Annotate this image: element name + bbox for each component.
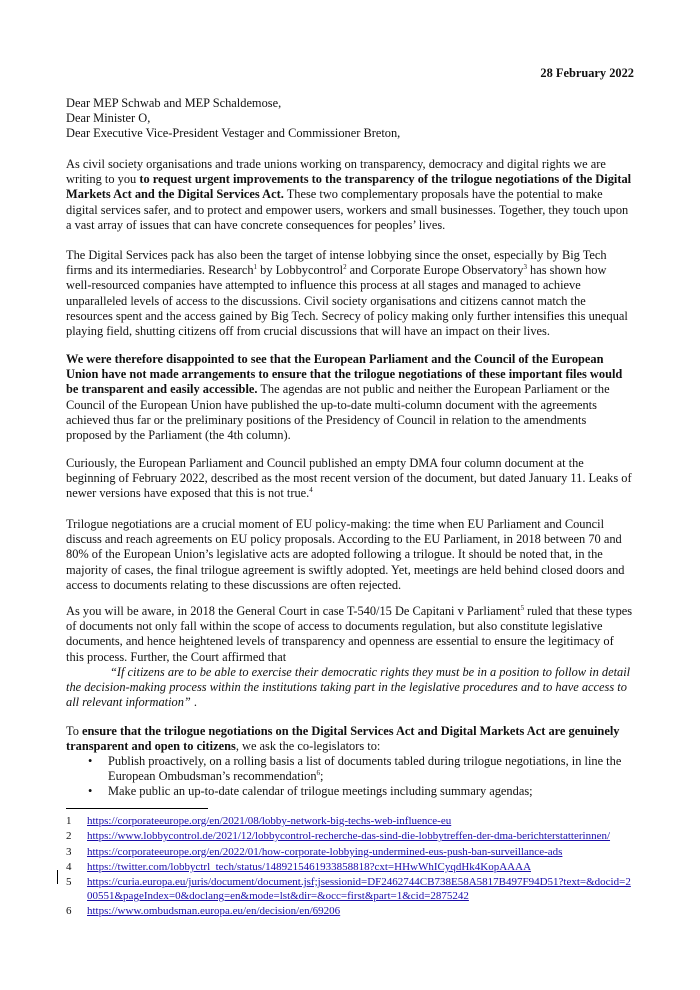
footnote: 3 https://corporateeurope.org/en/2022/01/how-corporate-lobbying-undermined-eus-push-ban-surveillance-ads <box>66 845 563 858</box>
footnote: 6 https://www.ombudsman.europa.eu/en/decision/en/69206 <box>66 905 341 918</box>
footnote: 5 https://curia.europa.eu/juris/document/document.jsf;jsessionid=DF2462744CB738E58A5817B497F94D51?text=&docid=200551&pageIndex=0&doclang=en&mode=lst&dir=&occ=first&part=1&cid=2875242 <box>66 876 631 902</box>
footnote-link[interactable]: https://www.ombudsman.europa.eu/en/decision/en/69206 <box>87 905 341 918</box>
footnote: 1 https://corporateeurope.org/en/2021/08/lobby-network-big-techs-web-influence-eu <box>66 815 452 827</box>
footnote-ref[interactable]: 3 <box>523 263 527 272</box>
footnote-link[interactable]: https://twitter.com/lobbyctrl_tech/status/1489215461933858818?cxt=HHwWhICyqdHk4KopAAAA <box>87 860 532 873</box>
paragraph-disappointed: We were therefore disappointed to see that the European Parliament and the Council of the European Union have not made arrangements to ensure that the trilogue negotiations of these important files would be transparent and easily accessible. The agendas are not public and neither the European Parliament or the Council of the European Union have published the up-to-date multi-column document with the agreements achieved thus far or the preliminary positions of the Presidency of Council in relation to the amendments proposed by the Parliament (the 4th column). <box>66 352 623 443</box>
footnote-ref[interactable]: 2 <box>343 263 347 272</box>
paragraph-general-court: As you will be aware, in 2018 the General Court in case T-540/15 De Capitani v Parliament$^5$ ruled that these types of documents not only fall within the scope of access to documents regulation, but also constitute legislative documents, and hence heightened levels of transparency and openness are essential to ensure the legitimacy of this process. Further, the Court affirmed that “If citizens are to be able to exercise their democratic rights they must be in a position to follow in detail the decision-making process within the institutions taking part in the legislative procedures and to have access to all relevant information” . <box>66 603 633 710</box>
salutation <box>66 96 634 142</box>
list-item: • Publish proactively, on a rolling basis a list of documents tabled during trilogue negotiations, in line the European Ombudsman’s recommendation$^6$; <box>88 754 622 784</box>
footnote: 4 https://twitter.com/lobbyctrl_tech/status/1489215461933858818?cxt=HHwWhICyqdHk4KopAAAA <box>66 860 532 873</box>
bullet-icon: • <box>88 784 93 799</box>
footnote-link[interactable]: https://curia.europa.eu/juris/document/document.jsf;jsessionid=DF2462744CB738E58A5817B497F94D51?text=&docid=200551&pageIndex=0&doclang=en&mode=lst&dir=&occ=first&part=1&cid=2875242 <box>87 876 631 902</box>
footnote-link[interactable]: https://corporateeurope.org/en/2022/01/how-corporate-lobbying-undermined-eus-push-ban-surveillance-ads <box>87 845 563 858</box>
paragraph-curiously: Curiously, the European Parliament and Council published an empty DMA four column document at the beginning of February 2022, described as the most recent version of the document, but dated January 11. Leaks of newer versions have exposed that this is not true.$^4$ <box>66 456 632 501</box>
salutation-line: Dear Executive Vice-President Vestager and Commissioner Breton, <box>66 126 401 141</box>
footnote-ref[interactable]: 6 <box>316 769 321 778</box>
footnotes <box>66 815 634 920</box>
court-quote: “If citizens are to be able to exercise their democratic rights they must be in a position to follow in detail the decision-making process within the institutions taking part in the legislative procedures and to have access to all relevant information” <box>66 664 631 710</box>
change-bar <box>57 870 58 884</box>
footnote-ref[interactable]: 1 <box>253 263 258 272</box>
letter-date: 28 February 2022 <box>540 66 634 80</box>
paragraph-lobbying: The Digital Services pack has also been the target of intense lobbying since the onset, especially by Big Tech firms and its intermediaries. Research$^1$ by Lobbycontrol$^2$ and Corporate Europe Observatory$^3$ has shown how well-resourced companies have attempted to influence this process at all stages and managed to achieve unparalleled levels of access to the discussions. Civil society organisations and citizens cannot match the resources spent and the access gained by Big Tech. Secrecy of policy making only further intensifies this unequal playing field, shutting citizens off from crucial discussions that will have an impact on their lives. <box>66 248 628 339</box>
paragraph-request: To ensure that the trilogue negotiations on the Digital Services Act and Digital Markets Act are genuinely transparent and open to citizens, we ask the co-legislators to: <box>66 724 620 754</box>
footnote-link[interactable]: https://corporateeurope.org/en/2021/08/lobby-network-big-techs-web-influence-eu <box>87 815 452 827</box>
list-item: • Make public an up-to-date calendar of trilogue meetings including summary agendas; <box>88 784 533 799</box>
footnote-link[interactable]: https://www.lobbycontrol.de/2021/12/lobbycontrol-recherche-das-sind-die-lobbytreffen-der-dma-berichterstatterinnen/ <box>87 830 611 843</box>
footnote-ref[interactable]: 5 <box>520 603 525 612</box>
request-list <box>66 754 634 800</box>
salutation-line: Dear Minister O, <box>66 111 151 126</box>
paragraph-trilogue: Trilogue negotiations are a crucial moment of EU policy-making: the time when EU Parliament and Council discuss and reach agreements on EU policy proposals. According to the EU Parliament, in 2018 between 70 and 80% of the European Union’s legislative acts are adopted following a trilogue. It should be noted that, in the majority of cases, the final trilogue agreement is swiftly adopted. Yet, meetings are held behind closed doors and access to documents relating to these discussions are often rejected. <box>66 517 625 592</box>
bullet-icon: • <box>88 754 93 768</box>
salutation-line: Dear MEP Schwab and MEP Schaldemose, <box>66 96 282 110</box>
footnote-separator <box>66 808 208 809</box>
footnote-ref[interactable]: 4 <box>309 486 313 495</box>
paragraph-intro: As civil society organisations and trade unions working on transparency, democracy and digital rights we are writing to you to request urgent improvements to the transparency of the trilogue negotiations of the Digital Markets Act and the Digital Services Act. These two complementary proposals have the potential to make digital services safer, and to protect and empower users, workers and small businesses. Together, they touch upon a vast array of issues that can have concrete consequences for peoples’ lives. <box>66 157 632 232</box>
footnote: 2 https://www.lobbycontrol.de/2021/12/lobbycontrol-recherche-das-sind-die-lobbytreffen-der-dma-berichterstatterinnen/ <box>66 830 611 843</box>
